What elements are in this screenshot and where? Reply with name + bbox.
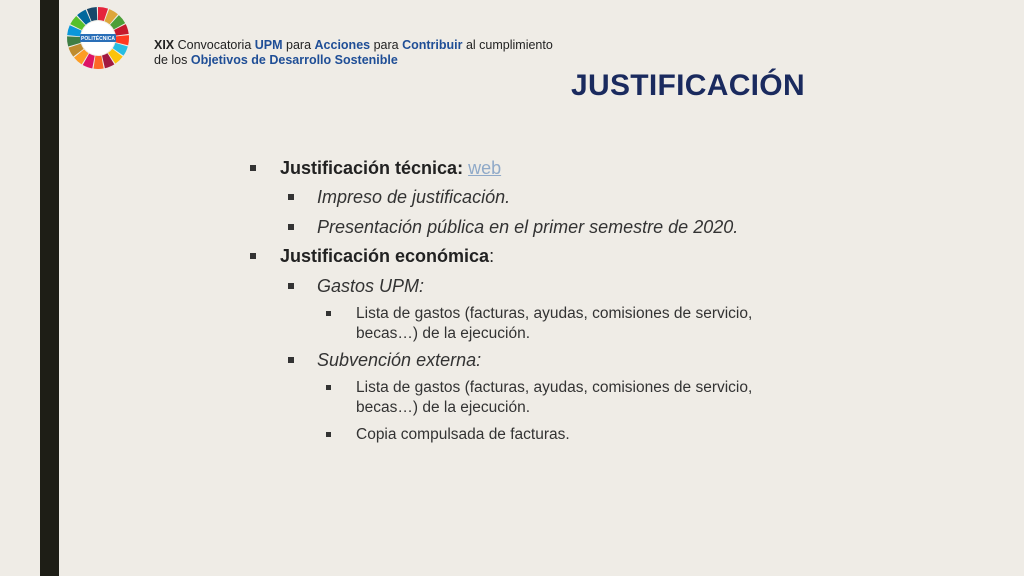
list-item: Presentación pública en el primer semestre de 2020. bbox=[317, 217, 739, 237]
bullet-marker bbox=[250, 165, 256, 171]
bullet-marker bbox=[288, 224, 294, 230]
header-caption bbox=[154, 38, 553, 68]
logo-text: POLITÉCNICA bbox=[81, 36, 115, 42]
bullet-marker bbox=[288, 283, 294, 289]
bullet-marker bbox=[326, 432, 331, 437]
web-link[interactable]: web bbox=[468, 158, 502, 178]
bullet-marker bbox=[326, 311, 331, 316]
bullet-marker bbox=[250, 253, 256, 259]
list-item-justificacion-tecnica: Justificación técnica: web bbox=[280, 158, 502, 178]
list-item: Lista de gastos (facturas, ayudas, comisiones de servicio, becas…) de la ejecución. bbox=[356, 305, 753, 342]
list-item: Subvención externa: bbox=[317, 350, 482, 370]
bullet-marker bbox=[288, 357, 294, 363]
list-item: Copia compulsada de facturas. bbox=[356, 426, 570, 443]
header-line-2: de los Objetivos de Desarrollo Sostenible bbox=[154, 53, 398, 67]
list-item: Impreso de justificación. bbox=[317, 187, 511, 207]
list-item: Gastos UPM: bbox=[317, 276, 425, 296]
bullet-marker bbox=[288, 194, 294, 200]
list-item: Lista de gastos (facturas, ayudas, comisiones de servicio, becas…) de la ejecución. bbox=[356, 379, 753, 416]
sdg-wheel-logo bbox=[66, 6, 130, 70]
header-line-1: XIX Convocatoria UPM para Acciones para Contribuir al cumplimiento bbox=[154, 38, 553, 52]
list-item-justificacion-economica: Justificación económica: bbox=[280, 246, 495, 266]
logo-segment bbox=[94, 56, 104, 69]
bullet-marker bbox=[326, 385, 331, 390]
slide-title: JUSTIFICACIÓN bbox=[571, 69, 805, 102]
left-accent-bar bbox=[40, 0, 59, 576]
